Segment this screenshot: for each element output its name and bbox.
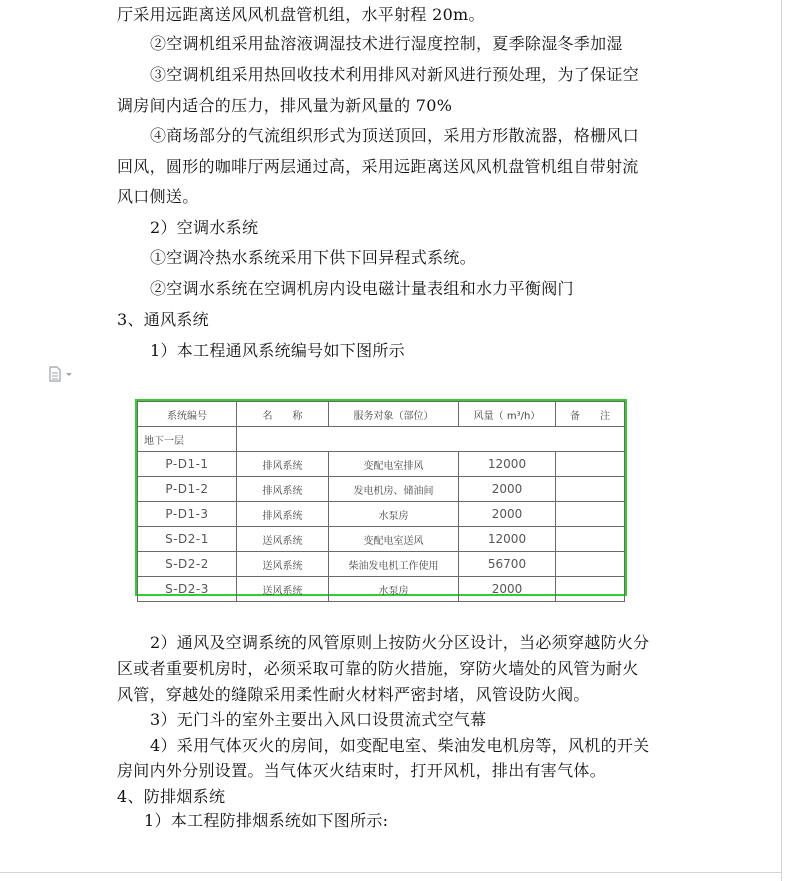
air-volume: 2000 — [459, 577, 556, 602]
service-target: 变配电室排风 — [329, 452, 459, 477]
system-name: 送风系统 — [237, 527, 329, 552]
paragraph-line: 调房间内适合的压力，排风量为新风量的 70% — [117, 96, 453, 115]
table-header-cell: 系统编号 — [138, 402, 237, 427]
system-code: S-D2-1 — [138, 527, 237, 552]
table-row — [138, 452, 625, 477]
table-row — [138, 502, 625, 527]
table-header-cell: 名 称 — [237, 402, 329, 427]
paragraph-line: ①空调冷热水系统采用下供下回异程式系统。 — [150, 248, 477, 267]
service-target: 水泵房 — [329, 502, 459, 527]
paragraph-line: ②空调水系统在空调机房内设电磁计量表组和水力平衡阀门 — [150, 279, 574, 298]
table-header-cell: 服务对象（部位） — [329, 402, 459, 427]
floor-label: 地下一层 — [138, 427, 237, 452]
table-row — [138, 552, 625, 577]
paragraph-line: 房间内外分别设置。当气体灭火结束时，打开风机，排出有害气体。 — [117, 761, 607, 780]
remarks — [556, 452, 625, 477]
air-volume: 12000 — [459, 452, 556, 477]
section-heading: 4、防排烟系统 — [117, 787, 226, 806]
remarks — [556, 527, 625, 552]
table-header-row — [138, 402, 625, 427]
paragraph-line: ④商场部分的气流组织形式为顶送顶回，采用方形散流器，格栅风口 — [150, 126, 640, 145]
paragraph-line: 风口侧送。 — [117, 187, 199, 206]
air-volume: 2000 — [459, 502, 556, 527]
system-code: S-D2-3 — [138, 577, 237, 602]
service-target: 水泵房 — [329, 577, 459, 602]
air-volume: 12000 — [459, 527, 556, 552]
paragraph-line: 4）采用气体灭火的房间，如变配电室、柴油发电机房等，风机的开关 — [150, 736, 650, 755]
paragraph-line: ②空调机组采用盐溶液调湿技术进行湿度控制，夏季除湿冬季加湿 — [150, 34, 623, 53]
table-header-cell: 备 注 — [556, 402, 625, 427]
table-cell — [237, 427, 625, 452]
remarks — [556, 502, 625, 527]
remarks — [556, 477, 625, 502]
paragraph-line: 3）无门斗的室外主要出入风口设贯流式空气幕 — [150, 710, 487, 729]
document-dropdown-icon[interactable] — [48, 366, 78, 382]
section-heading: 3、通风系统 — [117, 310, 209, 329]
table-header-cell: 风量（ m³/h） — [459, 402, 556, 427]
ventilation-system-table — [135, 399, 627, 596]
table-row — [138, 527, 625, 552]
system-code: P-D1-2 — [138, 477, 237, 502]
paragraph-line: 1）本工程通风系统编号如下图所示 — [150, 341, 405, 360]
paragraph-line: 2）通风及空调系统的风管原则上按防火分区设计，当必须穿越防火分 — [150, 633, 650, 652]
system-name: 排风系统 — [237, 502, 329, 527]
system-code: P-D1-1 — [138, 452, 237, 477]
service-target: 发电机房、储油间 — [329, 477, 459, 502]
remarks — [556, 577, 625, 602]
system-name: 排风系统 — [237, 477, 329, 502]
paragraph-line: ③空调机组采用热回收技术利用排风对新风进行预处理，为了保证空 — [150, 65, 640, 84]
table-row — [138, 477, 625, 502]
service-target: 柴油发电机工作使用 — [329, 552, 459, 577]
system-code: S-D2-2 — [138, 552, 237, 577]
table-subheader-row — [138, 427, 625, 452]
system-name: 送风系统 — [237, 552, 329, 577]
table-row — [138, 577, 625, 602]
page-bottom-edge — [0, 872, 781, 873]
paragraph-line: 回风，圆形的咖啡厅两层通过高，采用远距离送风风机盘管机组自带射流 — [117, 157, 639, 176]
paragraph-line: 厅采用远距离送风风机盘管机组，水平射程 20m。 — [117, 5, 485, 24]
system-code: P-D1-3 — [138, 502, 237, 527]
page-right-edge — [781, 0, 782, 881]
section-heading: 2）空调水系统 — [150, 218, 259, 237]
service-target: 变配电室送风 — [329, 527, 459, 552]
air-volume: 2000 — [459, 477, 556, 502]
paragraph-line: 风管，穿越处的缝隙采用柔性耐火材料严密封堵，风管设防火阀。 — [117, 685, 590, 704]
system-name: 排风系统 — [237, 452, 329, 477]
system-name: 送风系统 — [237, 577, 329, 602]
paragraph-line: 1）本工程防排烟系统如下图所示: — [144, 811, 389, 830]
paragraph-line: 区或者重要机房时，必须采取可靠的防火措施，穿防火墙处的风管为耐火 — [117, 659, 639, 678]
remarks — [556, 552, 625, 577]
air-volume: 56700 — [459, 552, 556, 577]
